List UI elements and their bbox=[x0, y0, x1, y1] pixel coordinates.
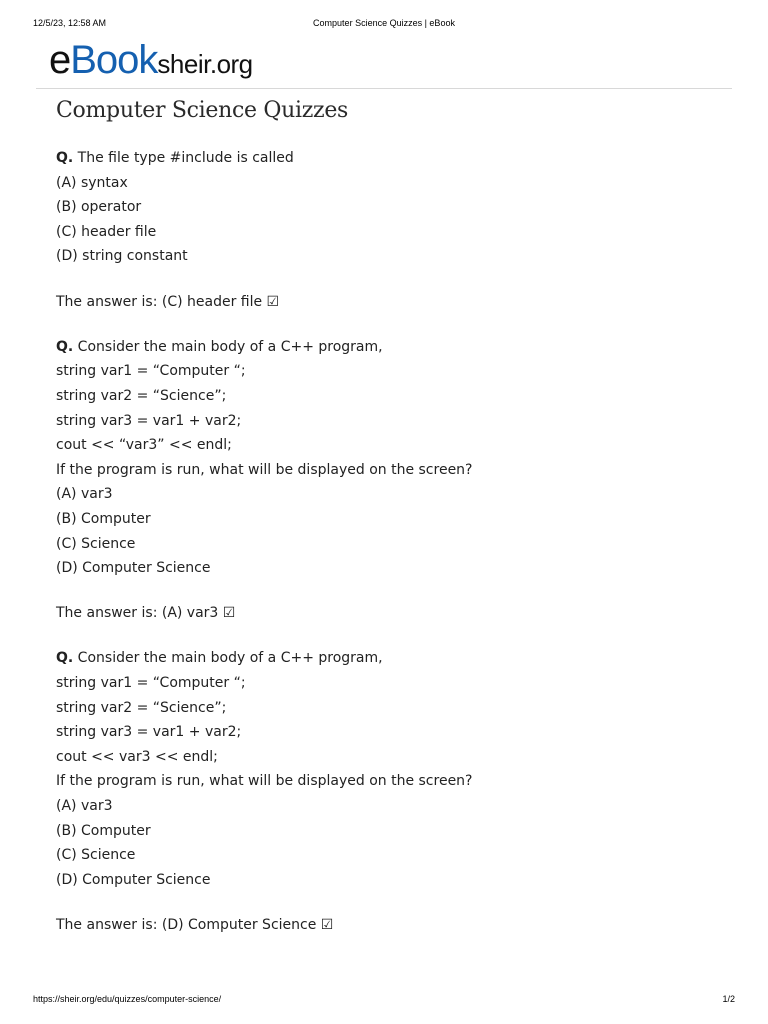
question-prompt: If the program is run, what will be displayed on the screen? bbox=[56, 461, 473, 478]
code-line: string var2 = “Science”; bbox=[56, 387, 227, 404]
question-label: Q. bbox=[56, 650, 74, 667]
answer-text: The answer is: (C) header file ☑ bbox=[56, 293, 280, 310]
option-b: (B) Computer bbox=[56, 510, 151, 527]
question-text: Consider the main body of a C++ program, bbox=[73, 338, 383, 355]
option-a: (A) var3 bbox=[56, 486, 113, 503]
option-c: (C) Science bbox=[56, 847, 136, 864]
code-line: cout << var3 << endl; bbox=[56, 748, 218, 765]
page-url: https://sheir.org/edu/quizzes/computer-science/ bbox=[33, 994, 222, 1004]
option-c: (C) header file bbox=[56, 223, 157, 240]
code-line: string var3 = var1 + var2; bbox=[56, 412, 242, 429]
question-text: The file type #include is called bbox=[73, 150, 294, 166]
question-prompt: If the program is run, what will be displayed on the screen? bbox=[56, 773, 473, 790]
question-line bbox=[56, 646, 716, 671]
print-document-title: Computer Science Quizzes | eBook bbox=[313, 18, 455, 28]
answer-text: The answer is: (D) Computer Science ☑ bbox=[56, 917, 334, 933]
logo-domain: sheir.org bbox=[157, 49, 253, 79]
question-line bbox=[56, 146, 716, 171]
site-logo[interactable] bbox=[49, 38, 253, 84]
quiz-question bbox=[56, 146, 716, 314]
code-line: string var2 = “Science”; bbox=[56, 699, 227, 716]
quiz-question bbox=[56, 646, 716, 937]
option-b: (B) Computer bbox=[56, 822, 151, 839]
print-footer bbox=[33, 994, 735, 1008]
question-label: Q. bbox=[56, 150, 74, 166]
option-d: (D) Computer Science bbox=[56, 560, 211, 577]
option-b: (B) operator bbox=[56, 199, 142, 216]
question-line bbox=[56, 335, 716, 360]
code-line: cout << “var3” << endl; bbox=[56, 437, 232, 454]
option-d: (D) string constant bbox=[56, 248, 188, 265]
logo-book: Book bbox=[70, 38, 158, 82]
page-number: 1/2 bbox=[722, 994, 735, 1004]
page-title: Computer Science Quizzes bbox=[56, 98, 349, 123]
logo-e: e bbox=[49, 38, 71, 82]
option-a: (A) syntax bbox=[56, 174, 128, 191]
code-line: string var1 = “Computer “; bbox=[56, 363, 246, 380]
code-line: string var3 = var1 + var2; bbox=[56, 724, 242, 741]
option-c: (C) Science bbox=[56, 535, 136, 552]
question-text: Consider the main body of a C++ program, bbox=[73, 650, 383, 667]
code-line: string var1 = “Computer “; bbox=[56, 675, 246, 692]
quiz-question bbox=[56, 335, 716, 626]
option-d: (D) Computer Science bbox=[56, 871, 211, 888]
question-label: Q. bbox=[56, 338, 74, 355]
header-divider bbox=[36, 88, 732, 89]
answer-text: The answer is: (A) var3 ☑ bbox=[56, 605, 236, 622]
option-a: (A) var3 bbox=[56, 798, 113, 815]
print-timestamp: 12/5/23, 12:58 AM bbox=[33, 18, 107, 28]
print-header bbox=[33, 18, 735, 32]
quiz-content bbox=[56, 146, 716, 958]
